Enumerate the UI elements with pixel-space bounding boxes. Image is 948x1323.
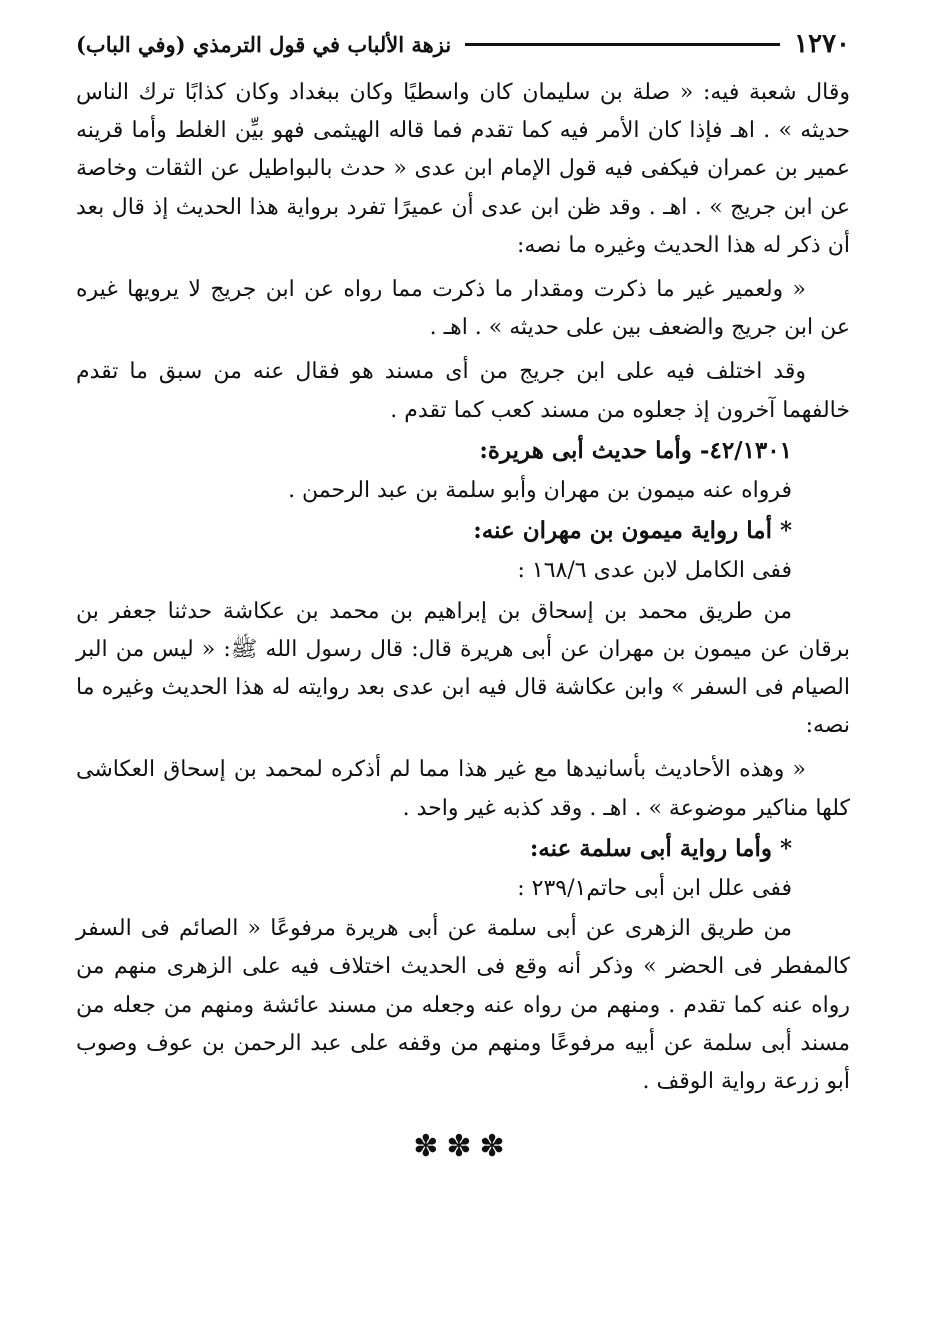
paragraph: « ولعمير غير ما ذكرت ومقدار ما ذكرت مما رواه عن ابن جريج لا يرويها غيره عن ابن جريج والضعف بين على حديثه » . اهـ . — [76, 277, 850, 341]
paragraph: « وهذه الأحاديث بأسانيدها مع غير هذا مما لم أذكره لمحمد بن إسحاق العكاشى كلها مناكير موضوعة » . اهـ . وقد كذبه غير واحد . — [76, 757, 850, 821]
header-rule — [465, 43, 780, 46]
page — [76, 26, 850, 1164]
running-title: نزهة الألباب في قول الترمذي (وفي الباب) — [76, 31, 452, 57]
section-end-ornament: ✽✽✽ — [413, 1129, 513, 1165]
paragraph: من طريق الزهرى عن أبى سلمة عن أبى هريرة مرفوعًا « الصائم فى السفر كالمفطر فى الحضر » وذكر أنه وقع فى الحديث اختلاف فيه على الزهرى منهم من رواه عنه كما تقدم . ومنهم من رواه عنه وجعله من مسند عائشة ومنهم من جعله من مسند أبى سلمة عن أبيه مرفوعًا ومنهم من وقفه على عبد الرحمن بن عوف وصوب أبو زرعة رواية الوقف . — [76, 916, 850, 1095]
paragraph: من طريق محمد بن إسحاق بن إبراهيم بن محمد بن عكاشة حدثنا جعفر بن برقان عن ميمون بن مهران عن أبى هريرة قال: قال رسول الله ﷺ: « ليس من البر الصيام فى السفر » وابن عكاشة قال فيه ابن عدى بعد روايته له هذا الحديث وغيره ما نصه: — [76, 598, 850, 739]
paragraph: فرواه عنه ميمون بن مهران وأبو سلمة بن عبد الرحمن . — [288, 478, 792, 504]
sub-heading: * أما رواية ميمون بن مهران عنه: — [473, 517, 792, 545]
source-reference: ففى الكامل لابن عدى ١٦٨/٦ : — [517, 558, 792, 584]
page-number: ١٢٧٠ — [794, 29, 850, 59]
sub-heading: * وأما رواية أبى سلمة عنه: — [529, 834, 792, 862]
page-body — [76, 74, 850, 1101]
section-heading: ٤٢/١٣٠١- وأما حديث أبى هريرة: — [479, 436, 792, 464]
source-reference: ففى علل ابن أبى حاتم٢٣٩/١ : — [517, 876, 792, 902]
paragraph: وقال شعبة فيه: « صلة بن سليمان كان واسطيًا وكان ببغداد وكان كذابًا ترك الناس حديثه » . اهـ فإذا كان الأمر فيه كما تقدم فما قاله الهيثمى فهو بيِّن الغلط وأما قرينه عمير بن عمران فيكفى فيه قول الإمام ابن عدى « حدث بالبواطيل عن الثقات وخاصة عن ابن جريج » . اهـ . وقد ظن ابن عدى أن عميرًا تفرد برواية هذا الحديث إذ قال بعد أن ذكر له هذا الحديث وغيره ما نصه: — [76, 80, 850, 258]
paragraph: وقد اختلف فيه على ابن جريج من أى مسند هو فقال عنه من سبق ما تقدم خالفهما آخرون إذ جعلوه من مسند كعب كما تقدم . — [76, 359, 850, 423]
page-header — [76, 26, 850, 62]
